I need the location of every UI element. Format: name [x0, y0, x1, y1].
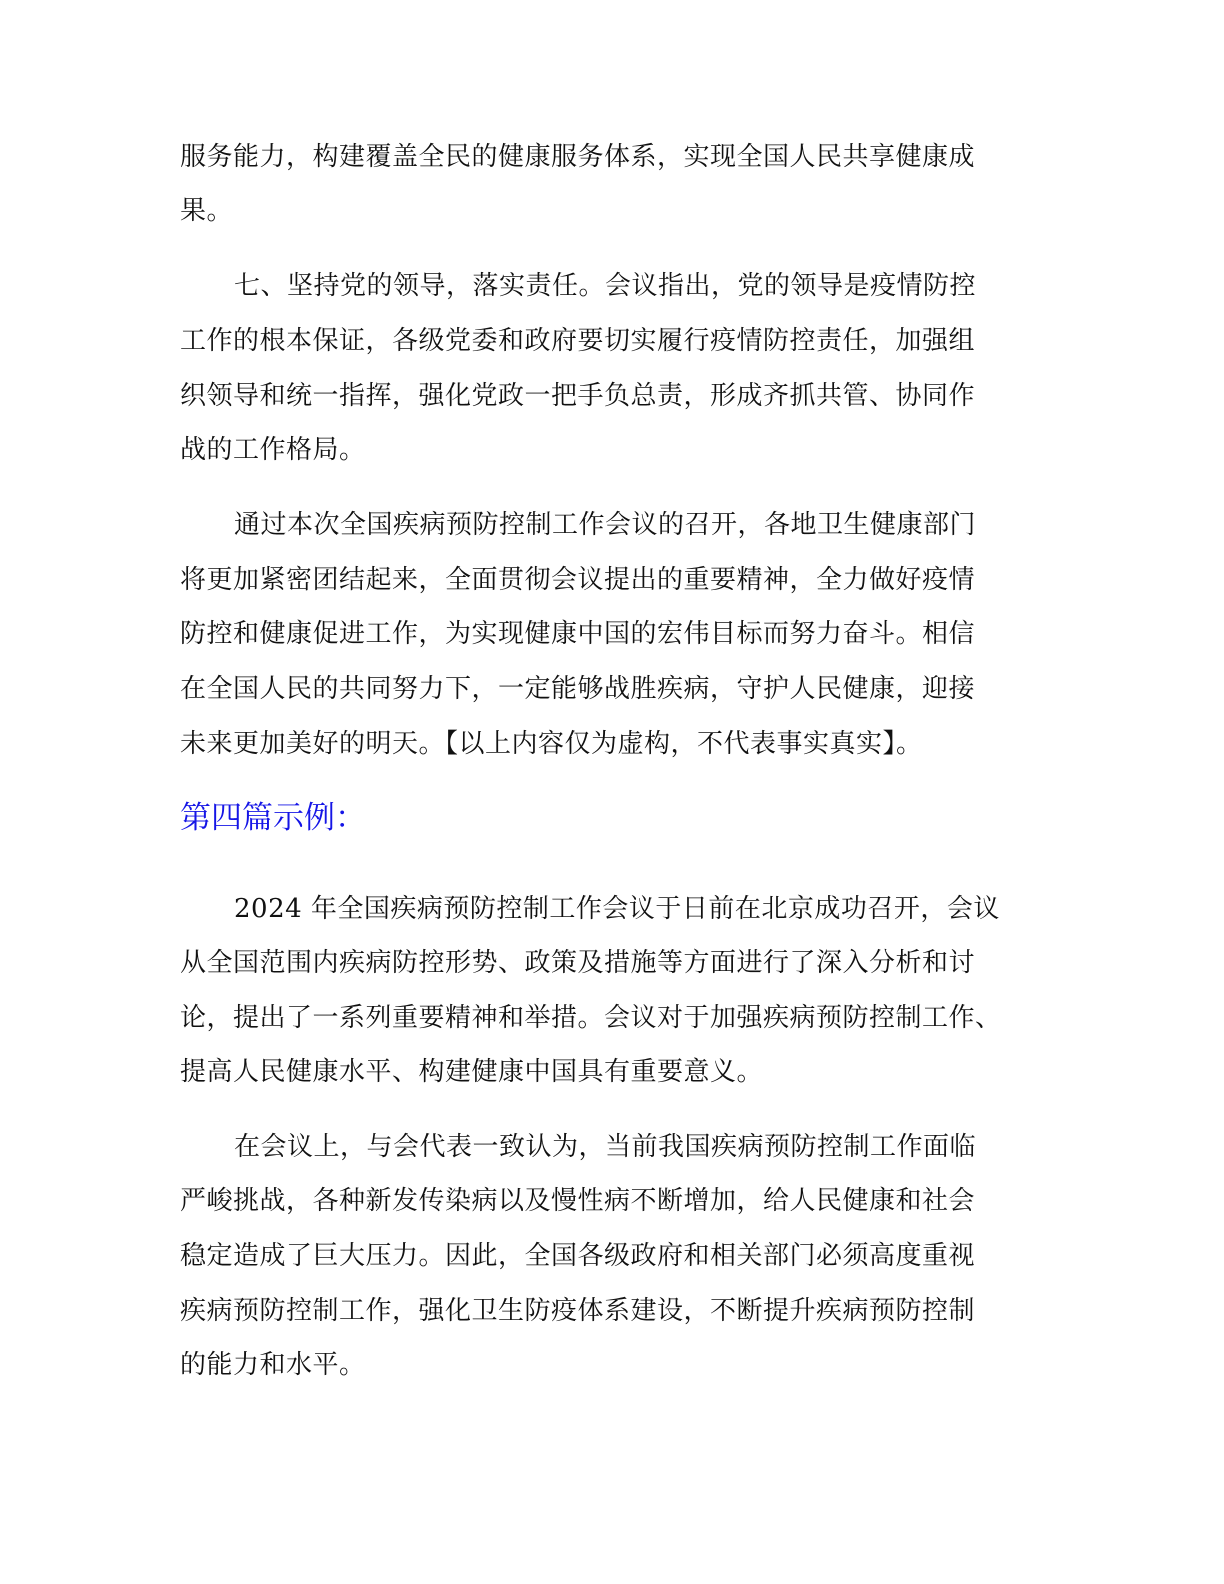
paragraph-line: 的能力和水平。: [180, 1350, 366, 1380]
paragraph-line: 严峻挑战，各种新发传染病以及慢性病不断增加，给人民健康和社会: [180, 1186, 976, 1216]
paragraph-line: 通过本次全国疾病预防控制工作会议的召开，各地卫生健康部门: [234, 510, 977, 540]
paragraph-line: 2024 年全国疾病预防控制工作会议于日前在北京成功召开，会议: [234, 894, 1000, 924]
paragraph-line: 从全国范围内疾病防控形势、政策及措施等方面进行了深入分析和讨: [180, 948, 976, 978]
paragraph-line: 果。: [180, 196, 234, 226]
paragraph-line: 将更加紧密团结起来，全面贯彻会议提出的重要精神，全力做好疫情: [180, 565, 976, 595]
paragraph-line: 织领导和统一指挥，强化党政一把手负总责，形成齐抓共管、协同作: [180, 381, 976, 411]
paragraph-line: 在全国人民的共同努力下，一定能够战胜疾病，守护人民健康，迎接: [180, 674, 976, 704]
paragraph-line: 在会议上，与会代表一致认为，当前我国疾病预防控制工作面临: [234, 1132, 977, 1162]
paragraph-line: 论，提出了一系列重要精神和举措。会议对于加强疾病预防控制工作、: [180, 1003, 1002, 1033]
paragraph-line: 服务能力，构建覆盖全民的健康服务体系，实现全国人民共享健康成: [180, 142, 976, 172]
paragraph-line: 未来更加美好的明天。【以上内容仅为虚构，不代表事实真实】。: [180, 729, 923, 759]
paragraph-line: 疾病预防控制工作，强化卫生防疫体系建设，不断提升疾病预防控制: [180, 1296, 976, 1326]
section-heading: 第四篇示例：: [180, 800, 366, 836]
paragraph-line: 战的工作格局。: [180, 435, 366, 465]
paragraph-line: 七、坚持党的领导，落实责任。会议指出，党的领导是疫情防控: [234, 271, 977, 301]
paragraph-line: 提高人民健康水平、构建健康中国具有重要意义。: [180, 1057, 764, 1087]
paragraph-line: 稳定造成了巨大压力。因此，全国各级政府和相关部门必须高度重视: [180, 1241, 976, 1271]
paragraph-line: 工作的根本保证，各级党委和政府要切实履行疫情防控责任，加强组: [180, 326, 976, 356]
paragraph-line: 防控和健康促进工作，为实现健康中国的宏伟目标而努力奋斗。相信: [180, 619, 976, 649]
